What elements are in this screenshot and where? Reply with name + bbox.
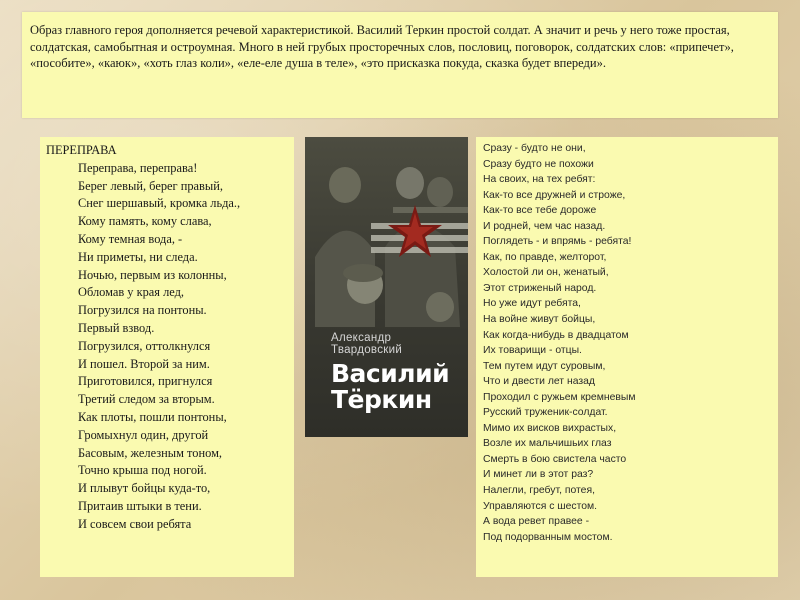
- intro-paragraph: Образ главного героя дополняется речевой характеристикой. Василий Теркин простой солдат. А значит и речь у него тоже простая, солдатская, самобытная и остроумная. Много в ней грубых просторечных слов, пословиц, поговорок, солдатских слов: «припечет», «пособите», «каюк», «хоть глаз коли», «еле-еле душа в теле», «это присказка покуда, сказка будет впереди».: [30, 23, 734, 70]
- poem-line: Холостой ли он, женатый,: [483, 267, 609, 279]
- poem-line: Как когда-нибудь в двадцатом: [483, 329, 629, 341]
- poem-line: Громыхнул один, другой: [78, 427, 209, 442]
- poem-line: Приготовился, пригнулся: [78, 374, 213, 389]
- poem-line: И совсем свои ребята: [78, 516, 192, 531]
- poem-line: Точно крыша под ногой.: [78, 463, 207, 478]
- poem-right-box: [476, 137, 778, 577]
- poem-line: Как, по правде, желторот,: [483, 251, 607, 263]
- poem-line: Ни приметы, ни следа.: [78, 249, 198, 264]
- poem-line: Кому память, кому слава,: [78, 214, 212, 229]
- poem-line: Под подорванным мостом.: [483, 531, 613, 543]
- poem-line: Кому темная вода, -: [78, 231, 183, 246]
- intro-text-box: [22, 12, 778, 118]
- poem-line: Мимо их висков вихрастых,: [483, 422, 617, 434]
- poem-line: Первый взвод.: [78, 320, 155, 335]
- poem-line: Басовым, железным тоном,: [78, 445, 223, 460]
- poem-line: Возле их мальчишьих глаз: [483, 438, 612, 450]
- poem-line: Проходил с ружьем кремневым: [483, 391, 636, 403]
- poem-line: Переправа, переправа!: [78, 160, 198, 175]
- poem-line: Русский труженик-солдат.: [483, 407, 608, 419]
- title-last: Тёркин: [331, 385, 432, 414]
- poem-line: Этот стриженый народ.: [483, 282, 597, 294]
- poem-line: И родней, чем час назад.: [483, 220, 606, 232]
- poem-line: Погрузился, оттолкнулся: [78, 338, 211, 353]
- poem-line: Сразу - будто не они,: [483, 143, 586, 154]
- poem-line: Обломав у края лед,: [78, 285, 185, 300]
- poem-line: И плывут бойцы куда-то,: [78, 481, 211, 496]
- author-last-name: Твардовский: [331, 344, 403, 356]
- poem-line: Поглядеть - и впрямь - ребята!: [483, 236, 632, 248]
- poem-line: Налегли, гребут, потея,: [483, 485, 595, 497]
- poem-line: Тем путем идут суровым,: [483, 360, 606, 372]
- poem-line: Как-то все дружней и строже,: [483, 189, 626, 201]
- poem-line: Берег левый, берег правый,: [78, 178, 223, 193]
- poem-line: Как-то все тебе дороже: [483, 205, 597, 217]
- poem-line: И минет ли в этот раз?: [483, 469, 594, 481]
- poem-line: На своих, на тех ребят:: [483, 174, 596, 186]
- cover-title: [331, 361, 468, 413]
- poem-line: Смерть в бою свистела часто: [483, 453, 627, 465]
- poem-title: ПЕРЕПРАВА: [46, 143, 117, 157]
- poem-line: Притаив штыки в тени.: [78, 498, 202, 513]
- poem-line: Ночью, первым из колонны,: [78, 267, 227, 282]
- poem-line: Что и двести лет назад: [483, 376, 595, 388]
- poem-line: На войне живут бойцы,: [483, 314, 596, 326]
- poem-left-box: [40, 137, 294, 577]
- poem-line: Сразу будто не похожи: [483, 158, 594, 170]
- cover-author: [331, 332, 468, 356]
- poem-line: И пошел. Второй за ним.: [78, 356, 210, 371]
- poem-line: Но уже идут ребята,: [483, 298, 581, 310]
- title-first: Василий: [331, 359, 450, 388]
- book-cover-image: [305, 137, 468, 437]
- poem-line: Снег шершавый, кромка льда.,: [78, 196, 241, 211]
- poem-line: А вода ревет правее -: [483, 516, 590, 528]
- poem-line: Третий следом за вторым.: [78, 392, 215, 407]
- poem-line: Управляются с шестом.: [483, 500, 598, 512]
- poem-line: Погрузился на понтоны.: [78, 303, 207, 318]
- author-first-name: Александр: [331, 332, 392, 344]
- poem-line: Как плоты, пошли понтоны,: [78, 409, 227, 424]
- poem-line: Их товарищи - отцы.: [483, 345, 582, 357]
